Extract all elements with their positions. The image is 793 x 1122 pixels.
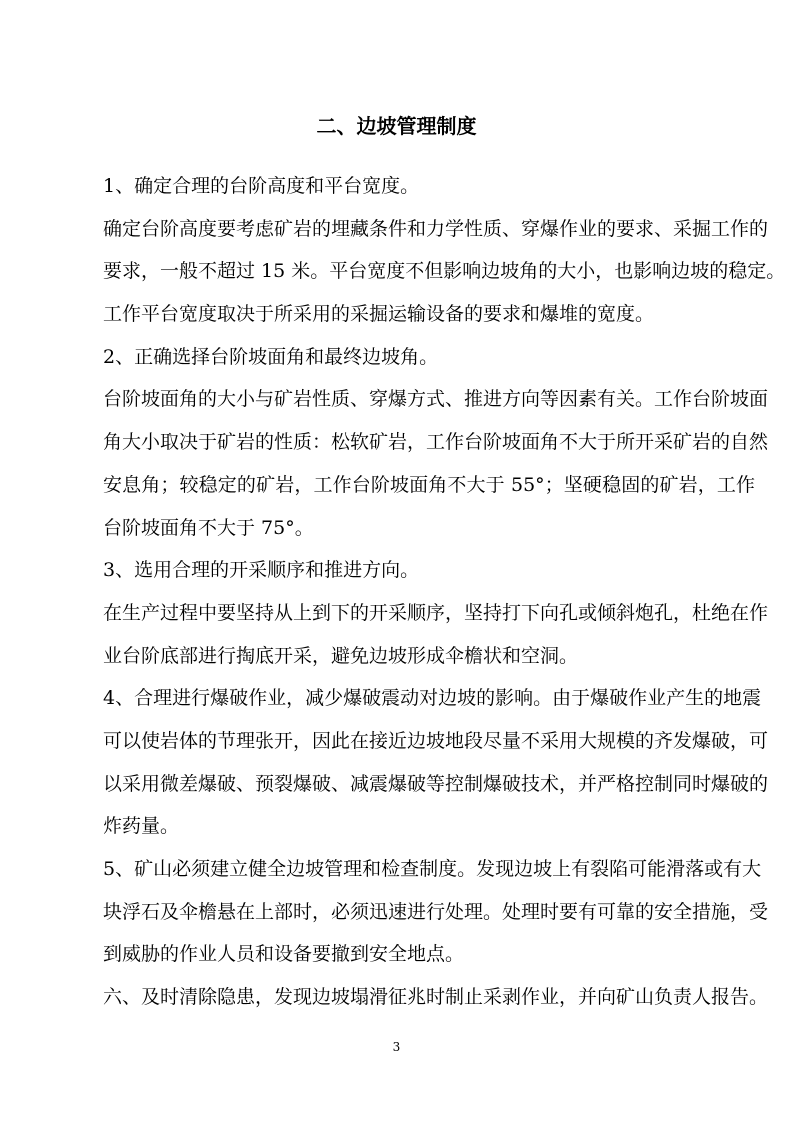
document-body — [103, 172, 786, 1026]
text-line: 炸药量。 — [103, 815, 180, 838]
text-line: 台阶坡面角不大于 75°。 — [103, 516, 314, 539]
text-line: 到威胁的作业人员和设备要撤到安全地点。 — [103, 943, 465, 966]
section-title: 二、边坡管理制度 — [316, 114, 477, 138]
text-line: 角大小取决于矿岩的性质：松软矿岩，工作台阶坡面角不大于所开采矿岩的自然 — [103, 431, 769, 454]
text-line: 块浮石及伞檐悬在上部时，必须迅速进行处理。处理时要有可靠的安全措施，受 — [103, 900, 769, 923]
text-line: 5、矿山必须建立健全边坡管理和检查制度。发现边坡上有裂陷可能滑落或有大 — [103, 858, 762, 880]
text-line: 4、合理进行爆破作业，减少爆破震动对边坡的影响。由于爆破作业产生的地震 — [103, 687, 762, 710]
text-line: 3、选用合理的开采顺序和推进方向。 — [103, 559, 420, 582]
text-line: 可以使岩体的节理张开，因此在接近边坡地段尽量不采用大规模的齐发爆破，可 — [103, 729, 769, 752]
text-line: 台阶坡面角的大小与矿岩性质、穿爆方式、推进方向等因素有关。工作台阶坡面 — [103, 388, 769, 411]
page-number: 3 — [392, 1040, 401, 1054]
text-line: 要求，一般不超过 15 米。平台宽度不但影响边坡角的大小，也影响边坡的稳定。 — [103, 260, 786, 283]
text-line: 工作平台宽度取决于所采用的采掘运输设备的要求和爆堆的宽度。 — [103, 303, 655, 326]
text-line: 六、及时清除隐患，发现边坡塌滑征兆时制止采剥作业，并向矿山负责人报告。 — [103, 986, 769, 1009]
text-line: 安息角；较稳定的矿岩，工作台阶坡面角不大于 55°；坚硬稳固的矿岩，工作 — [103, 473, 755, 496]
text-line: 2、正确选择台阶坡面角和最终边坡角。 — [103, 345, 439, 368]
text-line: 确定台阶高度要考虑矿岩的埋藏条件和力学性质、穿爆作业的要求、采掘工作的 — [103, 217, 769, 240]
text-line: 业台阶底部进行掏底开采，避免边坡形成伞檐状和空洞。 — [103, 644, 579, 667]
text-line: 以采用微差爆破、预裂爆破、减震爆破等控制爆破技术，并严格控制同时爆破的 — [103, 772, 769, 795]
text-line: 在生产过程中要坚持从上到下的开采顺序，坚持打下向孔或倾斜炮孔，杜绝在作 — [103, 601, 769, 624]
text-line: 1、确定合理的台阶高度和平台宽度。 — [103, 175, 420, 197]
